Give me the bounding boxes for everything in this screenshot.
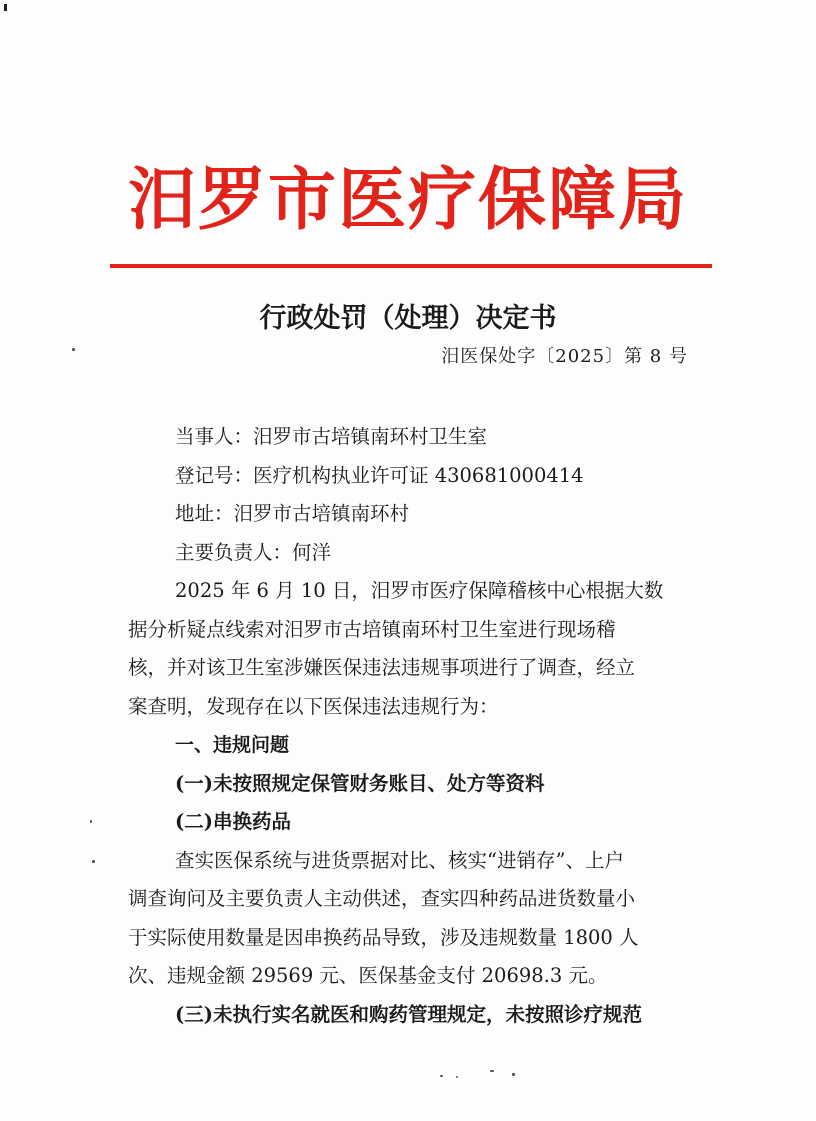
intro-line: 案查明，发现存在以下医保违法违规行为： [128, 694, 499, 718]
scan-corner-mark [4, 4, 7, 11]
scan-speck [90, 820, 92, 823]
party-name: 当事人：汨罗市古培镇南环村卫生室 [175, 425, 488, 448]
intro-line: 2025 年 6 月 10 日，汨罗市医疗保障稽核中心根据大数 [175, 579, 664, 602]
document-body [128, 418, 698, 1034]
party-registration: 登记号：医疗机构执业许可证 430681000414 [175, 463, 584, 487]
scan-speck [456, 1076, 458, 1078]
party-address: 地址：汨罗市古培镇南环村 [175, 502, 410, 525]
violation-item-three: (三)未执行实名就医和购药管理规定，未按照诊疗规范 [175, 1002, 642, 1026]
scan-speck [440, 1075, 443, 1077]
intro-line: 据分析疑点线索对汨罗市古培镇南环村卫生室进行现场稽 [128, 617, 616, 641]
document-number: 汨医保处字〔2025〕第 8 号 [441, 346, 688, 367]
item-two-detail-line: 查实医保系统与进货票据对比、核实“进销存”、上户 [175, 848, 624, 872]
intro-line: 核，并对该卫生室涉嫌医保违法违规事项进行了调查，经立 [128, 656, 636, 679]
scan-speck [490, 1070, 494, 1072]
item-two-detail-line: 次、违规金额 29569 元、医保基金支付 20698.3 元。 [128, 964, 608, 987]
section-heading-violations: 一、违规问题 [175, 734, 290, 756]
violation-item-two: (二)串换药品 [175, 810, 291, 833]
item-two-detail-line: 调查询问及主要负责人主动供述，查实四种药品进货数量小 [128, 887, 636, 910]
scan-speck [72, 348, 75, 351]
agency-title: 汨罗市医疗保障局 [127, 160, 688, 240]
scan-speck [512, 1073, 515, 1076]
red-separator-line [110, 264, 712, 268]
item-two-detail-line: 于实际使用数量是因串换药品导致，涉及违规数量 1800 人 [128, 925, 639, 949]
party-principal: 主要负责人：何洋 [175, 540, 332, 564]
scan-speck [92, 860, 95, 863]
document-title: 行政处罚（处理）决定书 [259, 303, 557, 334]
violation-item-one: (一)未按照规定保管财务账目、处方等资料 [175, 771, 545, 795]
